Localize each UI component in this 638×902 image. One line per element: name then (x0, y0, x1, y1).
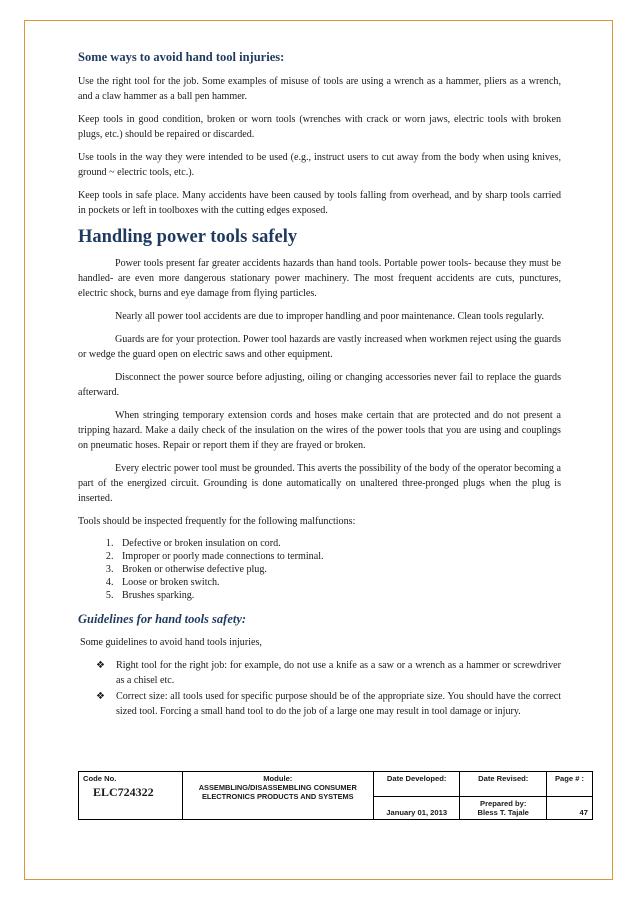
guidelines-intro: Some guidelines to avoid hand tools injuries, (80, 637, 262, 648)
page-number: 47 (547, 797, 593, 820)
section-heading-hand-tool-injuries: Some ways to avoid hand tool injuries: (78, 50, 285, 64)
code-no-cell (79, 772, 183, 820)
paragraph: Guards are for your protection. Power tool hazards are vastly increased when workmen reject using the guards or wedge the guard open on electric saws and other equipment. (78, 334, 561, 360)
list-item: 3. Broken or otherwise defective plug. (116, 563, 561, 576)
paragraph: Disconnect the power source before adjusting, oiling or changing accessories never fail to replace the guards afterward. (78, 372, 561, 398)
paragraph: Every electric power tool must be grounded. This averts the possibility of the body of the operator becoming a part of the energized circuit. Grounding is done automatically on unaltered three-pronged plugs when the plug is inserted. (78, 463, 561, 504)
paragraph: Power tools present far greater accidents hazards than hand tools. Portable power tools- because they must be handled- are even more dangerous stationary power machinery. The most frequent accidents are cuts, punctures, electric shock, burns and eye damage from flying particles. (78, 258, 561, 299)
date-revised-label: Date Revised: (460, 772, 547, 797)
guidelines-list (78, 658, 561, 719)
list-item: 2. Improper or poorly made connections to terminal. (116, 550, 561, 563)
section-heading-power-tools: Handling power tools safely (78, 227, 298, 247)
date-developed-value: January 01, 2013 (373, 797, 460, 820)
module-title: ASSEMBLING/DISASSEMBLING CONSUMER ELECTRONICS PRODUCTS AND SYSTEMS (198, 783, 357, 801)
module-cell (182, 772, 373, 820)
diamond-bullet-icon: ❖ (96, 691, 105, 702)
footer-table (78, 771, 593, 820)
section-heading-guidelines: Guidelines for hand tools safety: (78, 612, 247, 626)
malfunction-list (78, 537, 561, 602)
code-no-label: Code No. (83, 774, 117, 783)
paragraph: Keep tools in safe place. Many accidents have been caused by tools falling from overhead, and by sharp tools carried in pockets or left in toolboxes with the cutting edges exposed. (78, 190, 561, 216)
paragraph: Nearly all power tool accidents are due to improper handling and poor maintenance. Clean tools regularly. (115, 311, 545, 322)
list-item (96, 658, 561, 688)
paragraph: Keep tools in good condition, broken or worn tools (wrenches with crack or worn jaws, electric tools with broken plugs, etc.) should be repaired or discarded. (78, 114, 561, 140)
bullet-text: Correct size: all tools used for specific purpose should be of the appropriate size. You should have the correct sized tool. Forcing a small hand tool to do the job of a large one may result in tool damage or injury. (116, 691, 561, 717)
prepared-by-label: Prepared by: (480, 799, 527, 808)
list-intro: Tools should be inspected frequently for the following malfunctions: (78, 516, 356, 527)
list-item: 4. Loose or broken switch. (116, 576, 561, 589)
date-developed-label: Date Developed: (373, 772, 460, 797)
prepared-by-value: Bless T. Tajale (477, 808, 529, 817)
list-item: 1. Defective or broken insulation on cord. (116, 537, 561, 550)
page-label: Page # : (547, 772, 593, 797)
list-item: 5. Brushes sparking. (116, 589, 561, 602)
module-label: Module: (263, 774, 293, 783)
document-body (78, 50, 561, 720)
diamond-bullet-icon: ❖ (96, 660, 105, 671)
paragraph: When stringing temporary extension cords and hoses make certain that are protected and do not present a tripping hazard. Make a daily check of the insulation on the wires of the power tools that you are using and couplings on pneumatic hoses. Repair or report them if they are frayed or broken. (78, 410, 561, 451)
bullet-text: Right tool for the right job: for example, do not use a knife as a saw or a wrench as a hammer or screwdriver as a chisel etc. (116, 660, 561, 686)
code-no-value: ELC724322 (93, 785, 154, 799)
prepared-by-cell (460, 797, 547, 820)
paragraph: Use the right tool for the job. Some examples of misuse of tools are using a wrench as a hammer, pliers as a wrench, and a claw hammer as a ball pen hammer. (78, 76, 561, 102)
list-item (96, 689, 561, 719)
paragraph: Use tools in the way they were intended to be used (e.g., instruct users to cut away from the body when using knives, ground ~ electric tools, etc.). (78, 152, 561, 178)
